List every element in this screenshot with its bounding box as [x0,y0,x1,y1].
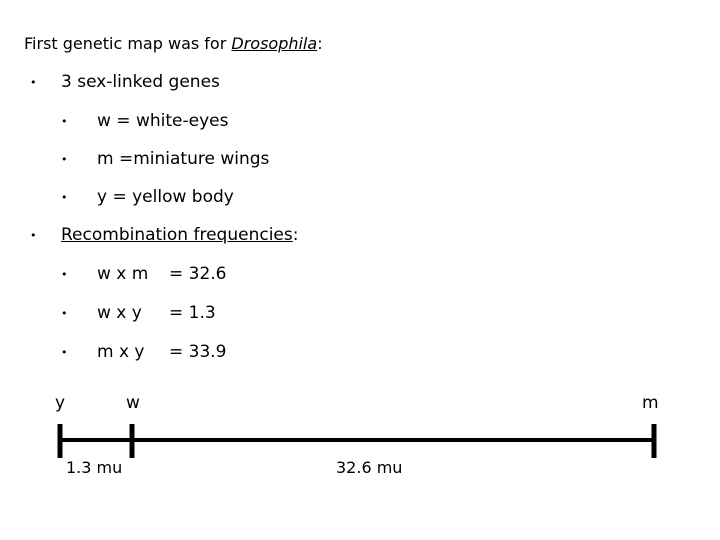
recombination-value-wy: = 1.3 [169,303,216,323]
gene-item-m: m =miniature wings [97,149,270,169]
title-species: Drosophila [231,34,318,53]
bullet: • [61,307,68,320]
bullet: • [30,229,37,242]
section-heading-genes: 3 sex-linked genes [61,72,220,92]
title-prefix: First genetic map was for [24,34,232,53]
map-distance-wm: 32.6 mu [336,458,403,477]
recombination-pair-wm: w x m [97,264,149,284]
section-heading-recombination: Recombination frequencies: [61,225,299,245]
map-gene-y-label: y [55,393,66,413]
title-suffix: : [317,34,323,53]
bullet: • [30,76,37,89]
recombination-value-wm: = 32.6 [169,264,227,284]
bullet: • [61,346,68,359]
bullet: • [61,115,68,128]
map-distance-yw: 1.3 mu [66,458,123,477]
bullet: • [61,268,68,281]
map-gene-w-label: w [126,393,140,413]
recombination-pair-my: m x y [97,342,145,362]
map-gene-m-label: m [642,393,659,413]
recombination-value-my: = 33.9 [169,342,227,362]
gene-item-y: y = yellow body [97,187,234,207]
bullet: • [61,191,68,204]
recombination-pair-wy: w x y [97,303,142,323]
bullet: • [61,153,68,166]
gene-item-w: w = white-eyes [97,111,229,131]
